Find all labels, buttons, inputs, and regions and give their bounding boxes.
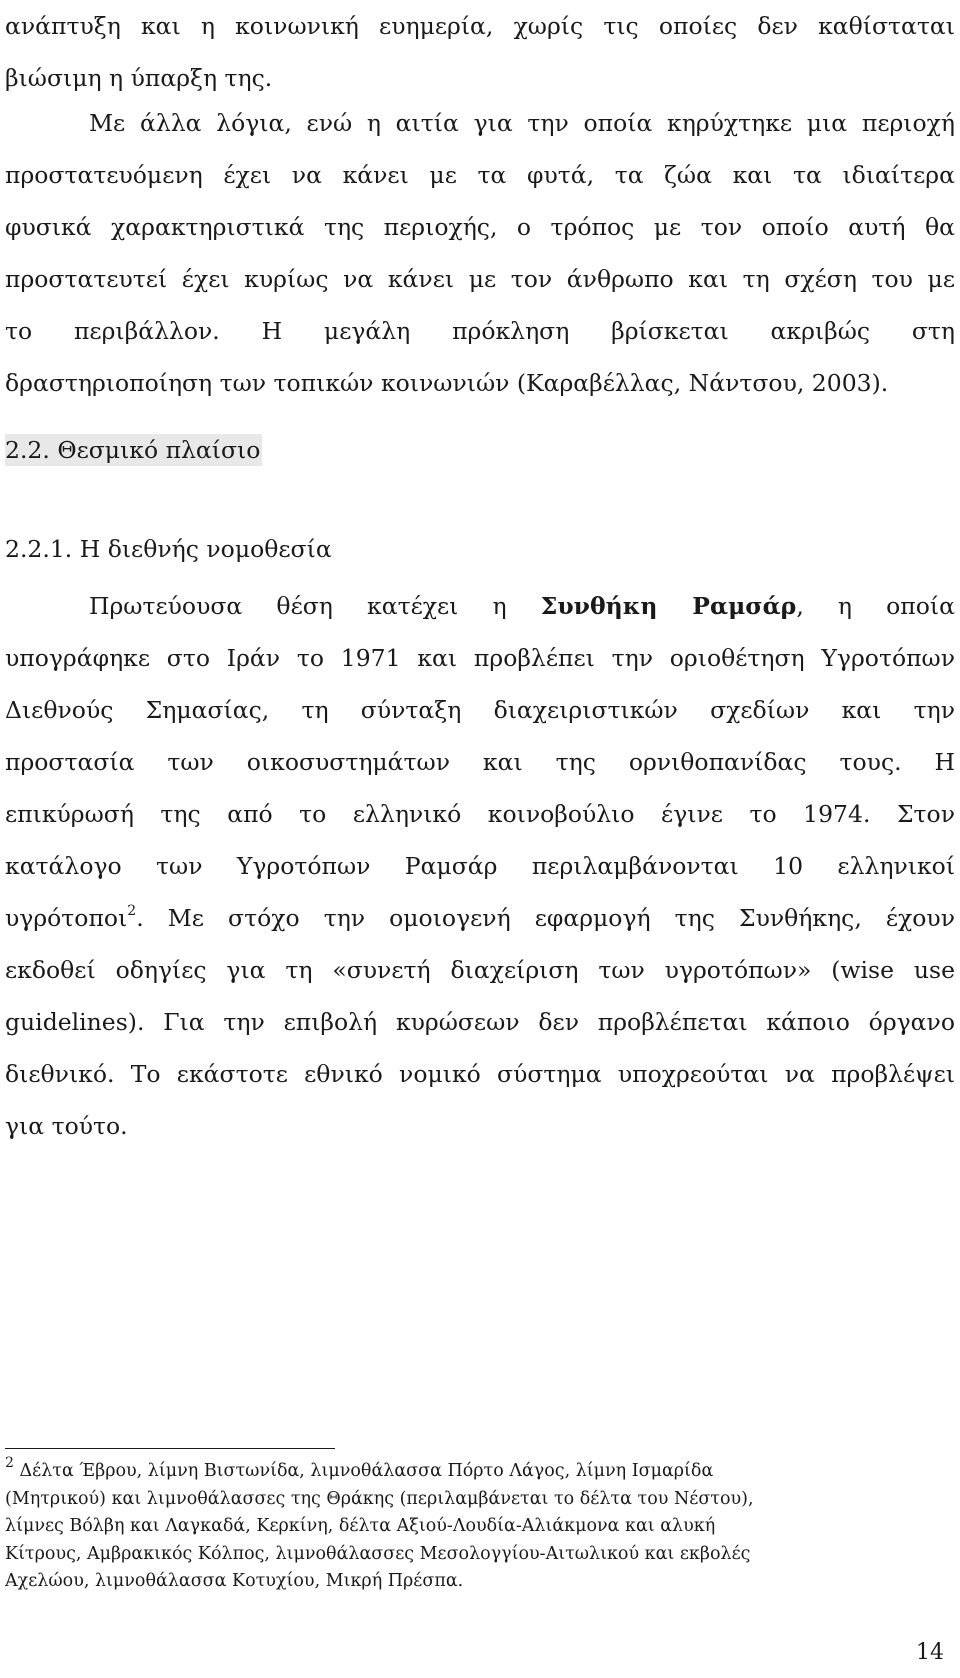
text-line: υπογράφηκε στο Ιράν το 1971 και προβλέπει την οριοθέτηση Υγροτόπων <box>5 644 955 672</box>
footnote-marker: 2 <box>5 1455 14 1472</box>
text-run: . Με στόχο την ομοιογενή εφαρμογή της Συνθήκης, έχουν <box>136 904 955 932</box>
treaty-name: Συνθήκη Ραμσάρ <box>540 592 797 620</box>
text-run: Δέλτα Έβρου, λίμνη Βιστωνίδα, λιμνοθάλασσα Πόρτο Λάγος, λίμνη Ισμαρίδα <box>19 1461 714 1481</box>
text-line: προστασία των οικοσυστημάτων και της ορνιθοπανίδας τους. Η <box>5 748 955 776</box>
footnote-reference[interactable]: 2 <box>127 903 137 920</box>
paragraph-2 <box>5 97 955 409</box>
text-run: , η οποία <box>796 592 955 620</box>
subsection-heading: 2.2.1. Η διεθνής νομοθεσία <box>5 535 332 563</box>
continued-paragraph <box>5 0 955 104</box>
footnote-line: Αχελώου, λιμνοθάλασσα Κοτυχίου, Μικρή Πρέσπα. <box>5 1571 464 1591</box>
text-line <box>5 580 955 632</box>
text-line: προστατευόμενη έχει να κάνει με τα φυτά, τα ζώα και τα ιδιαίτερα <box>5 161 955 189</box>
text-line: δραστηριοποίηση των τοπικών κοινωνιών (Καραβέλλας, Νάντσου, 2003). <box>5 369 889 397</box>
page-number: 14 <box>916 1640 944 1665</box>
footnote-line: (Μητρικού) και λιμνοθάλασσες της Θράκης (περιλαμβάνεται το δέλτα του Νέστου), <box>5 1488 754 1509</box>
footnote <box>5 1455 945 1596</box>
footnote-line: Κίτρους, Αμβρακικός Κόλπος, λιμνοθάλασσες Μεσολογγίου-Αιτωλικού και εκβολές <box>5 1543 751 1564</box>
footnote-separator <box>5 1448 335 1449</box>
paragraph-3 <box>5 580 955 1152</box>
text-line: guidelines). Για την επιβολή κυρώσεων δεν προβλέπεται κάποιο όργανο <box>5 1008 955 1036</box>
text-line: κατάλογο των Υγροτόπων Ραμσάρ περιλαμβάνονται 10 ελληνικοί <box>5 852 955 880</box>
text-run: Πρωτεύουσα θέση κατέχει η <box>89 592 541 620</box>
text-line: προστατευτεί έχει κυρίως να κάνει με τον άνθρωπο και τη σχέση του με <box>5 265 955 293</box>
text-line: Με άλλα λόγια, ενώ η αιτία για την οποία κηρύχτηκε μια περιοχή <box>89 109 955 137</box>
text-line: φυσικά χαρακτηριστικά της περιοχής, ο τρόπος με τον οποίο αυτή θα <box>5 213 955 241</box>
section-heading: 2.2. Θεσμικό πλαίσιο <box>5 436 261 464</box>
text-line: εκδοθεί οδηγίες για τη «συνετή διαχείριση των υγροτόπων» (wise use <box>5 956 955 984</box>
text-line: το περιβάλλον. Η μεγάλη πρόκληση βρίσκεται ακριβώς στη <box>5 317 955 345</box>
footnote-line: λίμνες Βόλβη και Λαγκαδά, Κερκίνη, δέλτα Αξιού-Λουδία-Αλιάκμονα και αλυκή <box>5 1516 716 1536</box>
text-line <box>5 892 955 944</box>
text-line: για τούτο. <box>5 1112 128 1140</box>
text-line: διεθνικό. Το εκάστοτε εθνικό νομικό σύστημα υποχρεούται να προβλέψει <box>5 1060 955 1088</box>
text-line: βιώσιμη η ύπαρξη της. <box>5 64 273 92</box>
text-line: επικύρωσή της από το ελληνικό κοινοβούλιο έγινε το 1974. Στον <box>5 800 955 828</box>
text-line: Διεθνούς Σημασίας, τη σύνταξη διαχειριστικών σχεδίων και την <box>5 696 955 724</box>
text-line: ανάπτυξη και η κοινωνική ευημερία, χωρίς τις οποίες δεν καθίσταται <box>5 12 955 40</box>
footnote-line <box>5 1455 945 1486</box>
text-run: υγρότοποι <box>5 904 128 932</box>
